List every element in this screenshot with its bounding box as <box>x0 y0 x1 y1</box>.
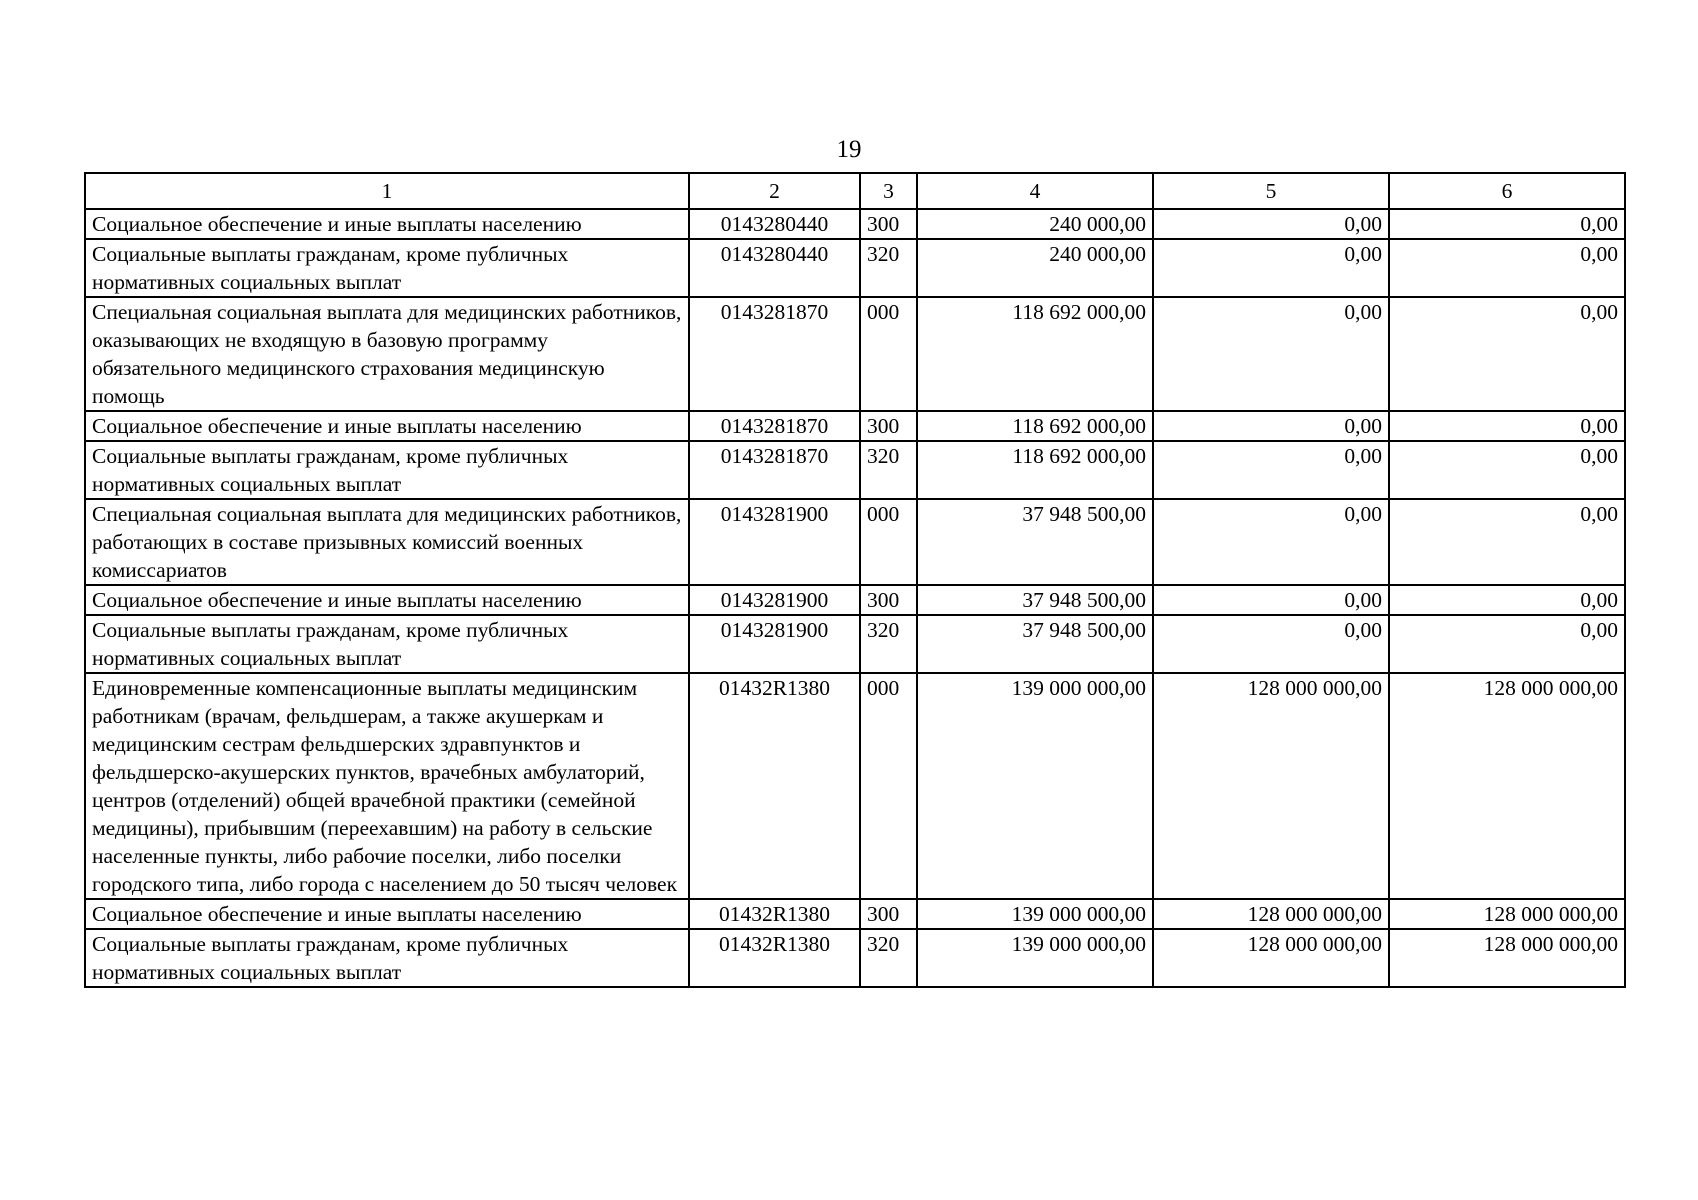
row-target-code: 0143281870 <box>689 411 860 441</box>
table-row <box>85 929 1625 987</box>
budget-table <box>84 172 1626 988</box>
row-target-code: 0143280440 <box>689 209 860 239</box>
row-amount-col5: 0,00 <box>1153 585 1389 615</box>
row-amount-col4: 37 948 500,00 <box>917 615 1153 673</box>
row-amount-col4: 240 000,00 <box>917 239 1153 297</box>
row-amount-col6: 128 000 000,00 <box>1389 899 1625 929</box>
row-target-code: 0143280440 <box>689 239 860 297</box>
row-name: Специальная социальная выплата для медицинских работников, оказывающих не входящую в базовую программу обязательного медицинского страхования медицинскую помощь <box>85 297 689 411</box>
row-expense-type: 300 <box>860 411 917 441</box>
row-name: Социальные выплаты гражданам, кроме публичных нормативных социальных выплат <box>85 615 689 673</box>
row-amount-col6: 0,00 <box>1389 499 1625 585</box>
row-amount-col5: 0,00 <box>1153 499 1389 585</box>
table-row <box>85 441 1625 499</box>
row-target-code: 0143281900 <box>689 585 860 615</box>
table-row <box>85 411 1625 441</box>
row-amount-col6: 0,00 <box>1389 297 1625 411</box>
row-amount-col4: 118 692 000,00 <box>917 297 1153 411</box>
row-expense-type: 000 <box>860 297 917 411</box>
table-row <box>85 673 1625 899</box>
row-amount-col6: 0,00 <box>1389 209 1625 239</box>
header-col-3: 3 <box>860 173 917 209</box>
row-amount-col5: 128 000 000,00 <box>1153 929 1389 987</box>
row-amount-col4: 139 000 000,00 <box>917 929 1153 987</box>
row-target-code: 01432R1380 <box>689 929 860 987</box>
row-amount-col4: 139 000 000,00 <box>917 899 1153 929</box>
row-name: Социальные выплаты гражданам, кроме публичных нормативных социальных выплат <box>85 929 689 987</box>
row-expense-type: 300 <box>860 899 917 929</box>
row-name: Социальное обеспечение и иные выплаты населению <box>85 411 689 441</box>
row-expense-type: 320 <box>860 929 917 987</box>
row-amount-col6: 128 000 000,00 <box>1389 673 1625 899</box>
row-name: Социальное обеспечение и иные выплаты населению <box>85 585 689 615</box>
row-target-code: 0143281870 <box>689 441 860 499</box>
row-expense-type: 320 <box>860 239 917 297</box>
row-amount-col4: 118 692 000,00 <box>917 441 1153 499</box>
header-col-5: 5 <box>1153 173 1389 209</box>
row-amount-col5: 0,00 <box>1153 297 1389 411</box>
header-col-1: 1 <box>85 173 689 209</box>
row-amount-col4: 37 948 500,00 <box>917 585 1153 615</box>
row-amount-col6: 0,00 <box>1389 441 1625 499</box>
row-name: Специальная социальная выплата для медицинских работников, работающих в составе призывных комиссий военных комиссариатов <box>85 499 689 585</box>
page-number: 19 <box>836 136 862 163</box>
row-amount-col6: 0,00 <box>1389 585 1625 615</box>
header-col-4: 4 <box>917 173 1153 209</box>
row-amount-col6: 128 000 000,00 <box>1389 929 1625 987</box>
table-row <box>85 585 1625 615</box>
row-expense-type: 300 <box>860 209 917 239</box>
row-amount-col6: 0,00 <box>1389 615 1625 673</box>
table-row <box>85 239 1625 297</box>
header-col-2: 2 <box>689 173 860 209</box>
row-target-code: 0143281900 <box>689 615 860 673</box>
row-target-code: 01432R1380 <box>689 673 860 899</box>
row-amount-col5: 0,00 <box>1153 411 1389 441</box>
row-expense-type: 000 <box>860 499 917 585</box>
table-row <box>85 899 1625 929</box>
table-row <box>85 209 1625 239</box>
row-amount-col4: 139 000 000,00 <box>917 673 1153 899</box>
row-amount-col4: 37 948 500,00 <box>917 499 1153 585</box>
row-expense-type: 320 <box>860 615 917 673</box>
row-target-code: 0143281900 <box>689 499 860 585</box>
row-amount-col5: 128 000 000,00 <box>1153 673 1389 899</box>
table-row <box>85 615 1625 673</box>
row-amount-col5: 0,00 <box>1153 239 1389 297</box>
row-amount-col5: 0,00 <box>1153 441 1389 499</box>
row-expense-type: 300 <box>860 585 917 615</box>
row-amount-col5: 0,00 <box>1153 209 1389 239</box>
header-row <box>85 173 1625 209</box>
row-name: Социальное обеспечение и иные выплаты населению <box>85 899 689 929</box>
row-amount-col6: 0,00 <box>1389 239 1625 297</box>
row-amount-col5: 128 000 000,00 <box>1153 899 1389 929</box>
row-name: Социальное обеспечение и иные выплаты населению <box>85 209 689 239</box>
row-name: Социальные выплаты гражданам, кроме публичных нормативных социальных выплат <box>85 239 689 297</box>
row-target-code: 01432R1380 <box>689 899 860 929</box>
table-row <box>85 499 1625 585</box>
row-expense-type: 000 <box>860 673 917 899</box>
header-col-6: 6 <box>1389 173 1625 209</box>
table-row <box>85 297 1625 411</box>
row-amount-col4: 118 692 000,00 <box>917 411 1153 441</box>
row-name: Единовременные компенсационные выплаты медицинским работникам (врачам, фельдшерам, а также акушеркам и медицинским сестрам фельдшерских здравпунктов и фельдшерско-акушерских пунктов, врачебных амбулаторий, центров (отделений) общей врачебной практики (семейной медицины), прибывшим (переехавшим) на работу в сельские населенные пункты, либо рабочие поселки, либо поселки городского типа, либо города с населением до 50 тысяч человек <box>85 673 689 899</box>
row-amount-col4: 240 000,00 <box>917 209 1153 239</box>
row-amount-col6: 0,00 <box>1389 411 1625 441</box>
row-expense-type: 320 <box>860 441 917 499</box>
row-amount-col5: 0,00 <box>1153 615 1389 673</box>
row-target-code: 0143281870 <box>689 297 860 411</box>
row-name: Социальные выплаты гражданам, кроме публичных нормативных социальных выплат <box>85 441 689 499</box>
